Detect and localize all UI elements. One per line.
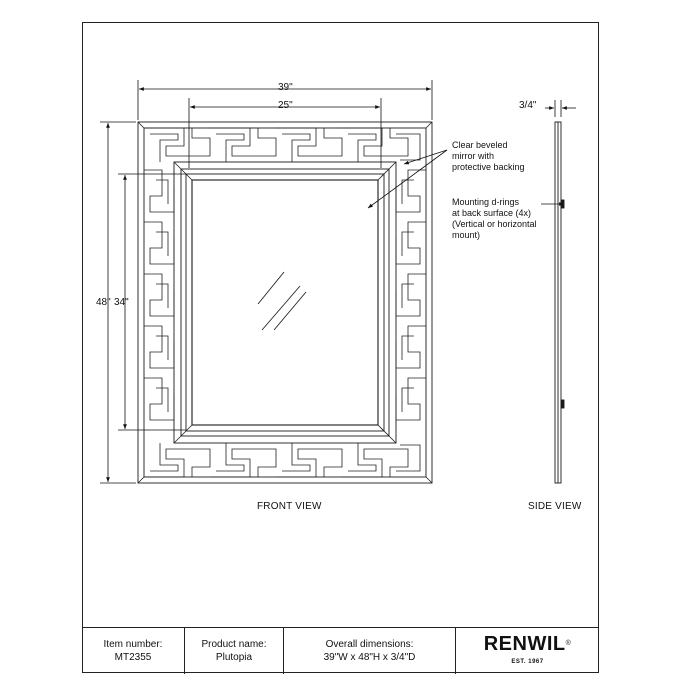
mirror-callout-leader	[368, 150, 447, 208]
item-number-value: MT2355	[114, 652, 152, 663]
inner-height-label: 34"	[114, 297, 129, 308]
depth-dimension	[545, 100, 576, 117]
product-name-label: Product name:	[201, 639, 267, 650]
overall-dimensions-cell	[284, 628, 456, 674]
brand-cell	[456, 628, 599, 674]
front-view-label: FRONT VIEW	[257, 501, 322, 512]
greek-key-pattern	[138, 122, 432, 483]
side-view-label: SIDE VIEW	[528, 501, 582, 512]
registered-mark: ®	[565, 639, 572, 647]
brand-logo	[484, 634, 572, 654]
overall-dimensions-label: Overall dimensions:	[325, 639, 414, 650]
mirror-frame	[138, 122, 432, 483]
inner-width-label: 25"	[278, 100, 293, 111]
mirror-callout: Clear beveled mirror with protective backing	[452, 140, 525, 172]
overall-dimensions-value: 39"W x 48"H x 3/4"D	[323, 652, 416, 663]
mounting-callout: Mounting d-rings at back surface (4x) (Vertical or horizontal mount)	[452, 197, 537, 240]
brand-name: RENWIL	[483, 632, 566, 655]
brand-established: EST. 1967	[511, 658, 544, 665]
title-block	[82, 627, 599, 674]
product-name-value: Plutopia	[215, 652, 253, 663]
depth-label: 3/4"	[519, 100, 537, 111]
outer-height-label: 48"	[96, 297, 111, 308]
glass-reflection-lines	[258, 272, 306, 330]
outer-width-label: 39"	[278, 82, 293, 93]
item-number-label: Item number:	[103, 639, 163, 650]
product-name-cell	[185, 628, 284, 674]
item-number-cell	[82, 628, 185, 674]
side-view-profile	[555, 122, 564, 483]
